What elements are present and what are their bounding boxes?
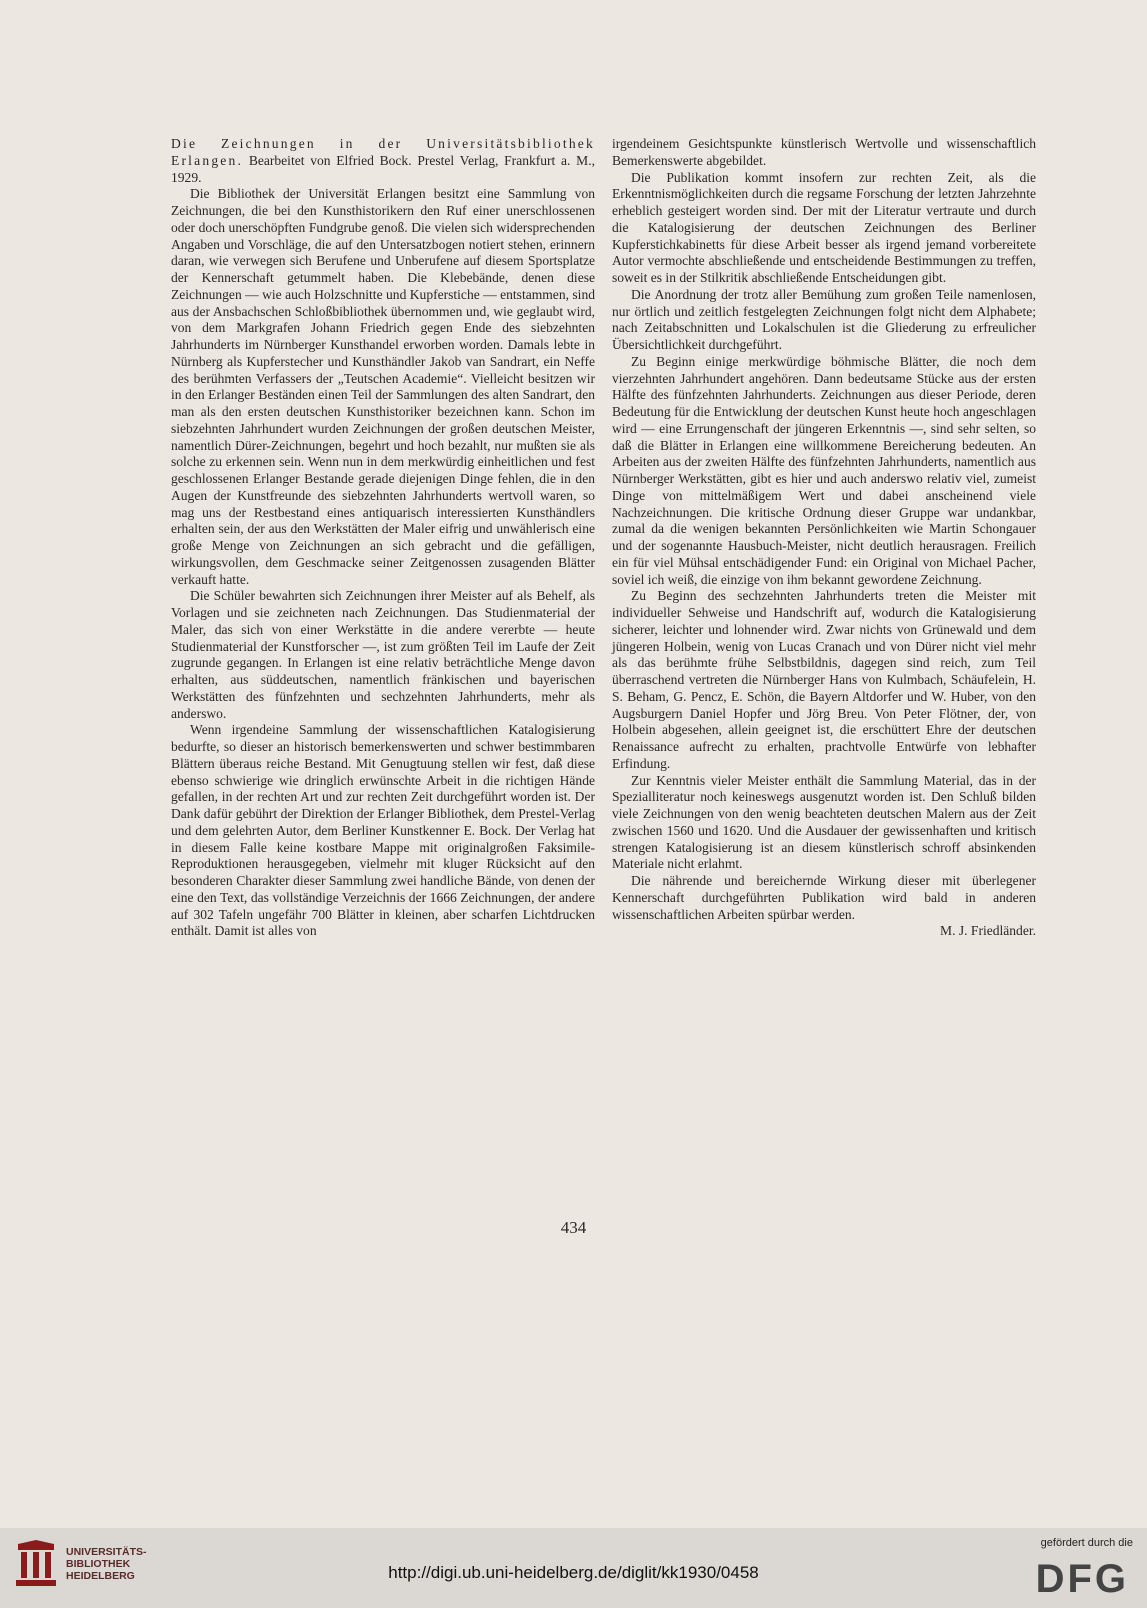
institution-line: HEIDELBERG	[66, 1570, 135, 1582]
paragraph: Zur Kenntnis vieler Meister enthält die Sammlung Material, das in der Spezialliteratur noch keineswegs ausgenutzt worden ist. Den Schluß bilden viele Zeichnungen von den wenig beachteten deutschen Malern aus der Zeit zwischen 1560 und 1620. Und die Ausdauer der gewissenhaften und kritisch strengen Katalogisierung ist an diesem künstlerisch schroff absinkenden Materiale nicht erlahmt.	[612, 772, 1036, 872]
paragraph: Zu Beginn einige merkwürdige böhmische Blätter, die noch dem vierzehnten Jahrhundert angehören. Dann bedeutsame Stücke aus der ersten Hälfte des fünfzehnten Jahrhunderts. Zeichnungen aus dieser Periode, deren Bedeutung für die Entwicklung der deutschen Kunst heute hoch angeschlagen wird — eine Errungenschaft der jüngeren Erkenntnis —, sind sehr selten, so daß die Blätter in Erlangen eine willkommene Bereicherung bedeuten. An Arbeiten aus der zweiten Hälfte des fünfzehnten Jahrhunderts, namentlich aus Nürnberger Werkstätten, gibt es hier und auch anderswo relativ viel, zumeist Dinge von mittelmäßigem Wert und dabei anscheinend viele Nachzeichnungen. Die kritische Ordnung dieser Gruppe war undankbar, zumal da die wenigen bekannten Persönlichkeiten wie Martin Schongauer und der sogenannte Hausbuch-Meister, nicht deutlich herausragen. Freilich ein für viel Mühsal entschädigender Fund: ein Original von Michael Pacher, soviel ich weiß, die einzige von ihm bekannt gewordene Zeichnung.	[612, 353, 1036, 587]
page-number: 434	[560, 1218, 587, 1237]
paragraph: irgendeinem Gesichtspunkte künstlerisch Wertvolle und wissenschaftlich Bemerkenswerte abgebildet.	[612, 136, 1036, 168]
left-column	[171, 136, 595, 940]
dfg-logo: DFG	[1035, 1557, 1129, 1601]
paragraph: Die Publikation kommt insofern zur rechten Zeit, als die Erkenntnismöglichkeiten durch die regsame Forschung der letzten Jahrzehnte erheblich gesteigert worden sind. Der mit der Literatur vertraute und durch die Katalogisierung der deutschen Zeichnungen des Berliner Kupferstichkabinetts für diese Arbeit besser als irgend jemand vorbereitete Autor vermochte abschließende und entscheidende Bestimmungen zu treffen, soweit es in der Stilkritik abschließende Entscheidungen gibt.	[612, 169, 1036, 285]
review-heading-paragraph	[171, 136, 595, 186]
digital-copy-url[interactable]: http://digi.ub.uni-heidelberg.de/diglit/kk1930/0458	[388, 1563, 759, 1582]
paragraph: Wenn irgendeine Sammlung der wissenschaftlichen Katalogisierung bedurfte, so dieser an historisch bemerkenswerten und schwer bestimmbaren Blättern überaus reiche Bestand. Mit Genugtuung stellen wir fest, daß diese ebenso schwierige wie dringlich erwünschte Arbeit in die richtigen Hände gefallen, in der rechten Art und zur rechten Zeit durchgeführt worden ist. Der Dank dafür gebührt der Direktion der Erlanger Bibliothek, dem Prestel-Verlag und dem gelehrten Autor, dem Berliner Kunstkenner E. Bock. Der Verlag hat in diesem Falle keine kostbare Mappe mit originalgroßen Faksimile-Reproduktionen herausgegeben, vielmehr mit kluger Rücksicht auf den besonderen Charakter dieser Sammlung zwei handliche Bände, von denen der eine den Text, das vollständige Verzeichnis der 1666 Zeichnungen, der andere auf 302 Tafeln ungefähr 700 Blätter in kleinen, aber scharfen Lichtdrucken enthält. Damit ist alles von	[171, 722, 595, 939]
paragraph: Die Schüler bewahrten sich Zeichnungen ihrer Meister auf als Behelf, als Vorlagen und sie zeichneten nach Zeichnungen. Das Studienmaterial der Maler, das sich von einer Werkstätte in die andere vererbte — heute Studienmaterial der Kunstforscher —, ist zum größten Teil im Laufe der Zeit zugrunde gegangen. In Erlangen ist eine relativ beträchtliche Menge davon erhalten, aus süddeutschen, namentlich fränkischen und bayerischen Werkstätten des fünfzehnten und sechzehnten Jahrhunderts, mehr als anderswo.	[171, 588, 595, 721]
book-bibliographic-details: Bearbeitet von Elfried Bock. Prestel Verlag, Frankfurt a. M., 1929.	[171, 152, 595, 185]
book-title: Die Zeichnungen in der Universitätsbibliothek Erlangen.	[171, 136, 595, 168]
author-signature: M. J. Friedländer.	[940, 923, 1036, 939]
paragraph: Die Bibliothek der Universität Erlangen besitzt eine Sammlung von Zeichnungen, die bei den Kunsthistorikern den Ruf einer unerschlossenen oder doch unerschöpften Fundgrube genoß. Die vielen sich widersprechenden Angaben und Vorschläge, die auf den Untersatzbogen notiert stehen, erinnern daran, wie verwegen sich Berufene und Unberufene auf diesem Sportsplatze der Kennerschaft getummelt haben. Die Klebebände, denen diese Zeichnungen — wie auch Holzschnitte und Kupferstiche — entstammen, sind aus der Ansbachschen Schloßbibliothek übernommen und, wie geglaubt wird, von dem Markgrafen Johann Friedrich gegen Ende des siebzehnten Jahrhunderts im Nürnberger Kunsthandel erworben worden. Damals lebte in Nürnberg als Kupferstecher und Kunsthändler Jakob van Sandrart, ein Neffe des berühmten Verfassers der „Teutschen Academie“. Vielleicht besitzen wir in den Erlanger Beständen einen Teil der Sammlungen des alten Sandrart, den man als den ersten deutschen Kunsthistoriker bezeichnen kann. Schon im siebzehnten Jahrhundert wurden Zeichnungen der großen deutschen Meister, namentlich Dürer-Zeichnungen, begehrt und hoch bezahlt, nur mußten sie als solche zu erkennen sein. Wenn nun in dem merkwürdig einheitlichen und fest geschlossenen Erlanger Bestande gerade diejenigen Dinge fehlen, die in den Augen der Kunstfreunde des siebzehnten Jahrhunderts wertvoll waren, so mag uns der Restbestand eines antiquarisch interessierten Kunsthändlers erhalten sein, der aus den Werkstätten der Maler eifrig und unwählerisch eine große Menge von Zeichnungen an sich gebracht und die gefälligen, wirkungsvollen, dem Geschmacke seiner Zeitgenossen zusagenden Blätter verkauft hatte.	[171, 186, 595, 587]
paragraph: Zu Beginn des sechzehnten Jahrhunderts treten die Meister mit individueller Sehweise und Handschrift auf, wodurch die Katalogisierung sicherer, leichter und lohnender wird. Zwar nichts von Grünewald und dem jüngeren Holbein, wenig von Lucas Cranach und von Dürer nicht viel mehr als das berühmte frühe Selbstbildnis, dagegen sind reich, zum Teil überraschend vertreten die Nürnberger Hans von Kulmbach, Schäufelein, H. S. Beham, G. Pencz, E. Schön, die Bayern Altdorfer und W. Huber, von den Augsburgern Daniel Hopfer und Jörg Breu. Von Peter Flötner, der, von Holbein abgesehen, allein geeignet ist, die erschüttert Ehre der deutschen Renaissance aufrecht zu erhalten, prachtvolle Entwürfe von lebhafter Erfindung.	[612, 588, 1036, 771]
funded-by-label: gefördert durch die	[1040, 1537, 1133, 1549]
institution-line: UNIVERSITÄTS-	[66, 1546, 147, 1558]
paragraph: Die Anordnung der trotz aller Bemühung zum großen Teile namenlosen, nur örtlich und zeitlich festgelegten Zeichnungen folgt nicht dem Alphabete; nach Zeitabschnitten und Lokalschulen ist die Gliederung zu erfreulicher Übersichtlichkeit durchgeführt.	[612, 286, 1036, 352]
paragraph: Die nährende und bereichernde Wirkung dieser mit überlegener Kennerschaft durchgeführten Publikation wird bald in anderen wissenschaftlichen Arbeiten spürbar werden.	[612, 873, 1036, 922]
footer-bar	[0, 1528, 1147, 1608]
right-column	[612, 136, 1036, 940]
institution-line: BIBLIOTHEK	[66, 1558, 131, 1570]
